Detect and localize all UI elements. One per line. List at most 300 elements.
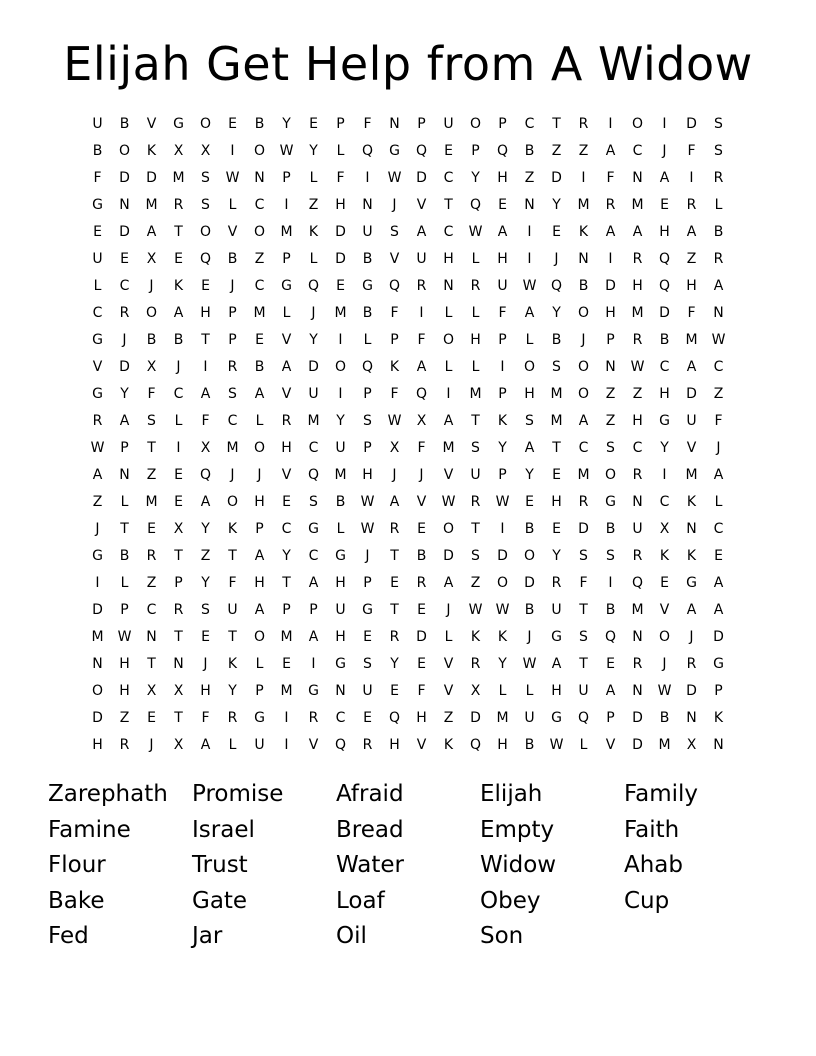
grid-letter: I xyxy=(284,710,289,726)
grid-letter: T xyxy=(174,224,183,240)
grid-letter: J xyxy=(446,602,451,618)
grid-letter: T xyxy=(471,413,480,429)
grid-letter: Y xyxy=(228,683,237,699)
grid-letter: F xyxy=(363,116,372,132)
grid-letter: D xyxy=(416,629,427,645)
grid-letter: D xyxy=(119,359,130,375)
grid-letter: B xyxy=(254,116,265,132)
word-bank-item: Empty xyxy=(480,816,555,843)
grid-letter: E xyxy=(363,629,372,645)
grid-letter: X xyxy=(389,440,400,456)
grid-letter: U xyxy=(335,440,346,456)
grid-letter: X xyxy=(173,143,184,159)
grid-letter: K xyxy=(686,548,697,564)
grid-letter: S xyxy=(606,440,615,456)
grid-letter: Q xyxy=(577,710,590,726)
grid-letter: O xyxy=(631,116,644,132)
word-bank-item: Afraid xyxy=(336,781,404,807)
grid-letter: G xyxy=(659,413,670,429)
grid-letter: I xyxy=(284,737,289,753)
grid-letter: W xyxy=(522,656,537,672)
grid-letter: K xyxy=(227,521,238,537)
grid-letter: O xyxy=(658,629,671,645)
grid-letter: X xyxy=(173,521,184,537)
grid-row xyxy=(84,273,732,300)
grid-letter: R xyxy=(146,548,157,564)
grid-letter: W xyxy=(225,170,240,186)
grid-letter: L xyxy=(93,278,102,294)
grid-letter: W xyxy=(657,683,672,699)
grid-letter: R xyxy=(92,413,103,429)
grid-letter: J xyxy=(554,251,559,267)
grid-letter: P xyxy=(120,602,129,618)
grid-letter: S xyxy=(201,602,210,618)
grid-letter: F xyxy=(390,386,399,402)
grid-letter: S xyxy=(228,386,237,402)
grid-letter: K xyxy=(146,143,157,159)
grid-letter: H xyxy=(524,386,535,402)
grid-letter: Z xyxy=(578,143,589,159)
grid-letter: Z xyxy=(443,710,454,726)
grid-letter: M xyxy=(577,467,590,483)
grid-letter: P xyxy=(606,710,615,726)
grid-letter: Y xyxy=(660,440,669,456)
grid-letter: H xyxy=(686,278,697,294)
grid-letter: F xyxy=(417,332,426,348)
grid-letter: S xyxy=(714,116,723,132)
grid-letter: D xyxy=(416,170,427,186)
word-bank-item: Cup xyxy=(624,887,670,914)
grid-letter: N xyxy=(92,656,103,672)
grid-letter: Q xyxy=(496,143,509,159)
grid-letter: S xyxy=(390,224,399,240)
grid-letter: M xyxy=(685,467,698,483)
grid-letter: D xyxy=(92,602,103,618)
grid-letter: C xyxy=(659,359,670,375)
grid-letter: W xyxy=(90,440,105,456)
grid-letter: E xyxy=(363,710,372,726)
grid-letter: M xyxy=(442,440,455,456)
grid-letter: N xyxy=(686,521,697,537)
grid-letter: C xyxy=(632,440,643,456)
grid-row xyxy=(84,111,732,138)
grid-letter: M xyxy=(307,413,320,429)
grid-letter: D xyxy=(632,737,643,753)
grid-letter: A xyxy=(578,413,589,429)
grid-letter: H xyxy=(335,575,346,591)
grid-letter: L xyxy=(255,413,264,429)
grid-letter: H xyxy=(551,683,562,699)
grid-letter: F xyxy=(606,170,615,186)
grid-letter: O xyxy=(253,143,266,159)
grid-letter: T xyxy=(120,521,129,537)
word-bank-item: Water xyxy=(336,852,404,878)
grid-letter: K xyxy=(686,494,697,510)
grid-letter: A xyxy=(686,224,697,240)
grid-letter: G xyxy=(686,575,697,591)
grid-letter: K xyxy=(578,224,589,240)
grid-letter: E xyxy=(147,710,156,726)
grid-letter: V xyxy=(281,467,292,483)
grid-letter: X xyxy=(146,251,157,267)
grid-letter: X xyxy=(173,683,184,699)
grid-letter: N xyxy=(443,278,454,294)
grid-letter: B xyxy=(605,521,616,537)
grid-row xyxy=(84,570,732,597)
grid-letter: V xyxy=(686,440,697,456)
grid-letter: U xyxy=(362,224,373,240)
grid-letter: Y xyxy=(552,548,561,564)
grid-letter: E xyxy=(390,683,399,699)
grid-letter: E xyxy=(714,548,723,564)
grid-letter: N xyxy=(632,683,643,699)
grid-letter: V xyxy=(227,224,238,240)
grid-letter: C xyxy=(308,440,319,456)
grid-letter: T xyxy=(552,116,561,132)
grid-letter: A xyxy=(389,494,400,510)
grid-letter: G xyxy=(308,521,319,537)
grid-letter: U xyxy=(362,683,373,699)
grid-letter: J xyxy=(257,467,262,483)
word-bank-item: Oil xyxy=(336,923,367,949)
grid-letter: R xyxy=(686,656,697,672)
grid-letter: E xyxy=(282,656,291,672)
grid-letter: N xyxy=(713,737,724,753)
grid-letter: P xyxy=(363,575,372,591)
grid-letter: U xyxy=(578,683,589,699)
grid-letter: I xyxy=(662,467,667,483)
grid-letter: Y xyxy=(471,170,480,186)
grid-letter: C xyxy=(578,440,589,456)
grid-letter: Q xyxy=(199,467,212,483)
grid-letter: M xyxy=(145,197,158,213)
grid-letter: M xyxy=(550,413,563,429)
grid-letter: J xyxy=(419,467,424,483)
grid-letter: A xyxy=(92,467,103,483)
grid-letter: N xyxy=(632,494,643,510)
grid-letter: M xyxy=(226,440,239,456)
grid-letter: A xyxy=(605,143,616,159)
grid-letter: P xyxy=(120,440,129,456)
grid-letter: P xyxy=(282,602,291,618)
grid-letter: J xyxy=(149,278,154,294)
grid-letter: D xyxy=(497,548,508,564)
grid-letter: F xyxy=(228,575,237,591)
grid-letter: F xyxy=(93,170,102,186)
grid-row xyxy=(84,651,732,678)
grid-letter: J xyxy=(527,629,532,645)
grid-letter: Y xyxy=(525,467,534,483)
word-bank-item: Trust xyxy=(192,852,248,878)
word-bank-item: Faith xyxy=(624,816,680,843)
grid-letter: V xyxy=(416,494,427,510)
grid-letter: E xyxy=(498,197,507,213)
grid-letter: L xyxy=(714,494,723,510)
grid-letter: A xyxy=(524,440,535,456)
grid-letter: I xyxy=(662,116,667,132)
grid-letter: D xyxy=(443,548,454,564)
grid-letter: O xyxy=(577,305,590,321)
grid-letter: T xyxy=(174,548,183,564)
grid-letter: L xyxy=(579,737,588,753)
grid-letter: H xyxy=(416,710,427,726)
grid-letter: O xyxy=(199,224,212,240)
word-bank xyxy=(48,777,768,955)
grid-letter: F xyxy=(390,305,399,321)
grid-letter: Z xyxy=(146,467,157,483)
grid-letter: W xyxy=(711,332,726,348)
grid-letter: H xyxy=(551,494,562,510)
grid-letter: I xyxy=(608,116,613,132)
grid-letter: G xyxy=(92,332,103,348)
grid-letter: R xyxy=(227,359,238,375)
grid-letter: O xyxy=(253,440,266,456)
grid-letter: H xyxy=(200,683,211,699)
grid-letter: W xyxy=(360,494,375,510)
grid-letter: H xyxy=(119,656,130,672)
grid-letter: A xyxy=(254,548,265,564)
grid-letter: H xyxy=(362,467,373,483)
grid-letter: H xyxy=(497,737,508,753)
grid-letter: Q xyxy=(631,575,644,591)
grid-letter: K xyxy=(497,629,508,645)
grid-letter: X xyxy=(146,359,157,375)
grid-letter: D xyxy=(686,683,697,699)
grid-letter: N xyxy=(119,467,130,483)
grid-letter: Z xyxy=(686,251,697,267)
grid-letter: O xyxy=(145,305,158,321)
grid-letter: D xyxy=(146,170,157,186)
grid-letter: L xyxy=(471,251,480,267)
grid-row xyxy=(84,165,732,192)
grid-letter: H xyxy=(335,197,346,213)
grid-row xyxy=(84,516,732,543)
grid-letter: G xyxy=(335,548,346,564)
grid-letter: E xyxy=(282,494,291,510)
grid-letter: B xyxy=(362,305,373,321)
grid-letter: L xyxy=(444,629,453,645)
grid-letter: J xyxy=(365,548,370,564)
grid-letter: B xyxy=(92,143,103,159)
grid-letter: I xyxy=(365,170,370,186)
grid-letter: I xyxy=(527,251,532,267)
grid-letter: W xyxy=(522,278,537,294)
word-bank-item: Family xyxy=(624,781,699,807)
grid-row xyxy=(84,327,732,354)
grid-letter: V xyxy=(659,602,670,618)
grid-letter: C xyxy=(524,116,535,132)
grid-letter: J xyxy=(716,440,721,456)
grid-letter: P xyxy=(336,116,345,132)
grid-letter: N xyxy=(686,710,697,726)
grid-letter: C xyxy=(146,602,157,618)
grid-letter: B xyxy=(227,251,238,267)
grid-letter: A xyxy=(443,575,454,591)
grid-letter: I xyxy=(581,170,586,186)
grid-letter: I xyxy=(338,332,343,348)
grid-letter: S xyxy=(579,629,588,645)
grid-letter: P xyxy=(282,170,291,186)
grid-letter: F xyxy=(417,683,426,699)
grid-letter: M xyxy=(253,305,266,321)
grid-letter: J xyxy=(203,656,208,672)
grid-letter: J xyxy=(230,467,235,483)
grid-letter: A xyxy=(686,359,697,375)
grid-letter: K xyxy=(713,710,724,726)
grid-letter: I xyxy=(230,143,235,159)
grid-letter: M xyxy=(91,629,104,645)
grid-letter: I xyxy=(311,656,316,672)
grid-letter: S xyxy=(525,413,534,429)
grid-letter: C xyxy=(227,413,238,429)
grid-letter: D xyxy=(686,116,697,132)
grid-letter: Z xyxy=(605,386,616,402)
grid-letter: M xyxy=(685,332,698,348)
grid-row xyxy=(84,354,732,381)
grid-letter: D xyxy=(686,386,697,402)
grid-letter: O xyxy=(442,332,455,348)
grid-letter: A xyxy=(416,224,427,240)
grid-letter: A xyxy=(713,467,724,483)
grid-letter: M xyxy=(550,386,563,402)
grid-letter: P xyxy=(498,386,507,402)
grid-letter: M xyxy=(631,602,644,618)
grid-letter: Q xyxy=(469,737,482,753)
grid-letter: C xyxy=(713,521,724,537)
grid-letter: B xyxy=(524,143,535,159)
grid-letter: Q xyxy=(388,278,401,294)
grid-letter: B xyxy=(524,602,535,618)
grid-letter: H xyxy=(92,737,103,753)
grid-letter: T xyxy=(174,710,183,726)
grid-letter: H xyxy=(497,170,508,186)
grid-letter: W xyxy=(441,494,456,510)
word-bank-item: Israel xyxy=(192,816,255,843)
grid-letter: O xyxy=(604,467,617,483)
grid-letter: D xyxy=(470,710,481,726)
grid-letter: U xyxy=(497,278,508,294)
grid-letter: S xyxy=(201,170,210,186)
grid-letter: T xyxy=(228,548,237,564)
grid-letter: H xyxy=(497,251,508,267)
grid-letter: K xyxy=(470,629,481,645)
grid-letter: T xyxy=(390,602,399,618)
grid-row xyxy=(84,489,732,516)
grid-letter: R xyxy=(632,251,643,267)
grid-letter: V xyxy=(281,386,292,402)
grid-letter: L xyxy=(336,521,345,537)
grid-letter: L xyxy=(282,305,291,321)
grid-letter: R xyxy=(686,197,697,213)
grid-letter: S xyxy=(201,197,210,213)
grid-letter: H xyxy=(335,629,346,645)
grid-letter: Z xyxy=(146,575,157,591)
grid-letter: J xyxy=(311,305,316,321)
grid-letter: R xyxy=(578,116,589,132)
grid-letter: Q xyxy=(658,278,671,294)
grid-letter: K xyxy=(308,224,319,240)
grid-letter: I xyxy=(338,386,343,402)
grid-letter: J xyxy=(149,737,154,753)
grid-letter: E xyxy=(525,494,534,510)
grid-letter: K xyxy=(227,656,238,672)
grid-letter: X xyxy=(659,521,670,537)
grid-letter: N xyxy=(632,170,643,186)
grid-letter: K xyxy=(659,548,670,564)
grid-letter: A xyxy=(200,737,211,753)
grid-letter: B xyxy=(119,548,130,564)
grid-letter: E xyxy=(93,224,102,240)
grid-letter: J xyxy=(392,467,397,483)
grid-letter: T xyxy=(444,197,453,213)
grid-letter: B xyxy=(362,251,373,267)
grid-letter: Z xyxy=(551,143,562,159)
grid-letter: K xyxy=(497,413,508,429)
grid-letter: A xyxy=(713,278,724,294)
word-bank-item: Bread xyxy=(336,816,404,843)
grid-letter: P xyxy=(417,116,426,132)
grid-letter: A xyxy=(119,413,130,429)
grid-letter: R xyxy=(578,494,589,510)
grid-letter: Y xyxy=(201,575,210,591)
grid-letter: C xyxy=(173,386,184,402)
grid-letter: M xyxy=(631,305,644,321)
grid-letter: R xyxy=(416,575,427,591)
grid-letter: D xyxy=(119,224,130,240)
grid-letter: I xyxy=(284,197,289,213)
letter-grid xyxy=(84,111,732,759)
grid-letter: U xyxy=(92,251,103,267)
grid-letter: E xyxy=(417,602,426,618)
grid-letter: G xyxy=(389,143,400,159)
grid-letter: R xyxy=(227,710,238,726)
grid-letter: O xyxy=(253,224,266,240)
grid-letter: E xyxy=(228,116,237,132)
grid-letter: O xyxy=(496,575,509,591)
grid-letter: U xyxy=(632,521,643,537)
grid-letter: D xyxy=(335,224,346,240)
grid-letter: Y xyxy=(309,143,318,159)
grid-letter: J xyxy=(392,197,397,213)
grid-letter: L xyxy=(309,170,318,186)
grid-letter: W xyxy=(495,494,510,510)
grid-letter: Q xyxy=(307,467,320,483)
grid-letter: M xyxy=(280,683,293,699)
grid-letter: W xyxy=(387,413,402,429)
grid-letter: P xyxy=(714,683,723,699)
grid-letter: Y xyxy=(498,656,507,672)
grid-letter: C xyxy=(119,278,130,294)
word-bank-item: Son xyxy=(480,923,524,949)
grid-letter: Q xyxy=(469,197,482,213)
grid-letter: H xyxy=(254,494,265,510)
grid-row xyxy=(84,678,732,705)
grid-letter: O xyxy=(118,143,131,159)
grid-letter: J xyxy=(95,521,100,537)
grid-letter: H xyxy=(200,305,211,321)
grid-letter: R xyxy=(281,413,292,429)
grid-letter: U xyxy=(254,737,265,753)
grid-letter: M xyxy=(334,467,347,483)
grid-letter: O xyxy=(523,548,536,564)
grid-letter: S xyxy=(552,359,561,375)
grid-letter: H xyxy=(119,683,130,699)
word-bank-item: Promise xyxy=(192,781,284,807)
grid-letter: G xyxy=(281,278,292,294)
grid-letter: G xyxy=(713,656,724,672)
grid-letter: I xyxy=(176,440,181,456)
grid-letter: S xyxy=(471,548,480,564)
